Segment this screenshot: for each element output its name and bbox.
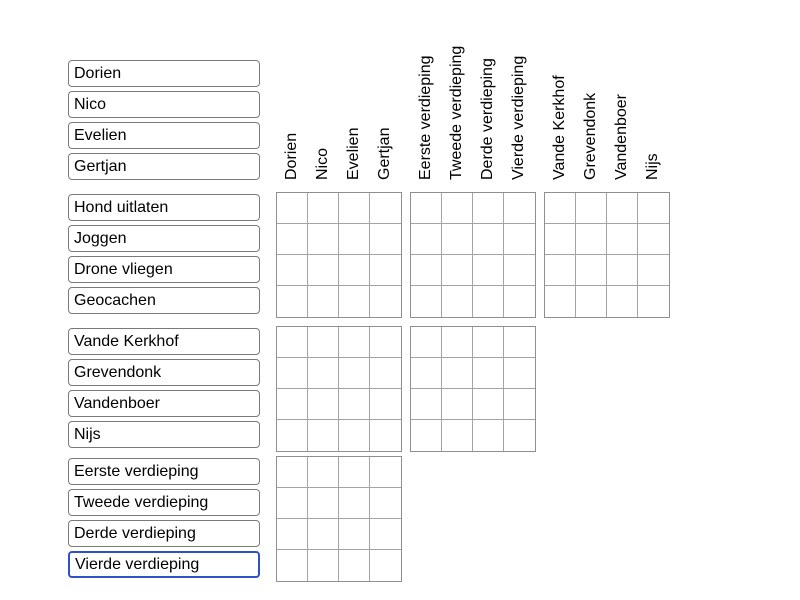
grid-cell[interactable] (370, 193, 401, 224)
grid-cell[interactable] (473, 193, 504, 224)
grid-block-floors-names (276, 456, 402, 582)
grid-cell[interactable] (277, 193, 308, 224)
grid-cell[interactable] (411, 193, 442, 224)
grid-cell[interactable] (473, 327, 504, 358)
grid-cell[interactable] (504, 255, 535, 286)
column-header-surnames-1: Vande Kerkhof (551, 75, 568, 180)
grid-cell[interactable] (339, 327, 370, 358)
column-header-floors-2: Tweede verdieping (448, 45, 465, 180)
grid-cell[interactable] (442, 389, 473, 420)
grid-cell[interactable] (277, 358, 308, 389)
row-label-input-activities-3[interactable] (68, 256, 260, 283)
grid-cell[interactable] (308, 327, 339, 358)
grid-cell[interactable] (504, 389, 535, 420)
grid-cell[interactable] (638, 286, 669, 317)
grid-cell[interactable] (370, 389, 401, 420)
grid-cell[interactable] (370, 420, 401, 451)
grid-cell[interactable] (576, 255, 607, 286)
grid-cell[interactable] (370, 327, 401, 358)
row-label-input-activities-2[interactable] (68, 225, 260, 252)
grid-block-activities-floors (410, 192, 536, 318)
grid-cell[interactable] (504, 327, 535, 358)
grid-cell[interactable] (339, 193, 370, 224)
grid-cell[interactable] (308, 420, 339, 451)
column-header-surnames-4: Nijs (644, 153, 661, 180)
grid-cell[interactable] (442, 286, 473, 317)
column-header-names-4: Gertjan (376, 127, 393, 180)
grid-cell[interactable] (339, 420, 370, 451)
grid-cell[interactable] (277, 519, 308, 550)
row-label-input-floors-1[interactable] (68, 458, 260, 485)
grid-cell[interactable] (504, 358, 535, 389)
grid-cell[interactable] (339, 550, 370, 581)
grid-cell[interactable] (308, 389, 339, 420)
grid-cell[interactable] (638, 255, 669, 286)
grid-cell[interactable] (370, 286, 401, 317)
grid-cell[interactable] (607, 224, 638, 255)
grid-cell[interactable] (473, 420, 504, 451)
grid-cell[interactable] (339, 389, 370, 420)
row-label-input-surnames-3[interactable] (68, 390, 260, 417)
row-label-input-floors-4-focused[interactable] (68, 551, 260, 578)
grid-cell[interactable] (370, 255, 401, 286)
grid-cell[interactable] (442, 420, 473, 451)
grid-cell[interactable] (504, 224, 535, 255)
row-label-input-activities-4[interactable] (68, 287, 260, 314)
grid-cell[interactable] (277, 224, 308, 255)
row-label-input-names-1[interactable] (68, 60, 260, 87)
column-header-floors-1: Eerste verdieping (417, 55, 434, 180)
grid-cell[interactable] (411, 255, 442, 286)
grid-cell[interactable] (277, 488, 308, 519)
grid-cell[interactable] (277, 550, 308, 581)
row-label-input-surnames-1[interactable] (68, 328, 260, 355)
grid-cell[interactable] (607, 193, 638, 224)
column-header-floors-4: Vierde verdieping (510, 55, 527, 180)
column-header-surnames-3: Vandenboer (613, 94, 630, 180)
grid-cell[interactable] (411, 389, 442, 420)
column-header-names-3: Evelien (345, 127, 362, 180)
grid-cell[interactable] (473, 358, 504, 389)
grid-cell[interactable] (308, 457, 339, 488)
grid-cell[interactable] (370, 488, 401, 519)
grid-cell[interactable] (308, 286, 339, 317)
grid-cell[interactable] (277, 457, 308, 488)
grid-cell[interactable] (308, 488, 339, 519)
grid-cell[interactable] (545, 286, 576, 317)
grid-cell[interactable] (576, 286, 607, 317)
grid-cell[interactable] (576, 224, 607, 255)
grid-cell[interactable] (277, 420, 308, 451)
row-label-input-activities-1[interactable] (68, 194, 260, 221)
row-label-input-surnames-2[interactable] (68, 359, 260, 386)
grid-cell[interactable] (339, 488, 370, 519)
grid-cell[interactable] (638, 193, 669, 224)
grid-cell[interactable] (277, 327, 308, 358)
grid-cell[interactable] (370, 224, 401, 255)
grid-cell[interactable] (545, 224, 576, 255)
grid-cell[interactable] (545, 193, 576, 224)
row-label-input-names-2[interactable] (68, 91, 260, 118)
grid-cell[interactable] (442, 224, 473, 255)
grid-block-activities-names (276, 192, 402, 318)
grid-block-activities-surnames (544, 192, 670, 318)
grid-cell[interactable] (473, 389, 504, 420)
grid-cell[interactable] (277, 255, 308, 286)
grid-cell[interactable] (370, 457, 401, 488)
grid-cell[interactable] (576, 193, 607, 224)
grid-cell[interactable] (545, 255, 576, 286)
grid-cell[interactable] (473, 255, 504, 286)
row-label-input-floors-3[interactable] (68, 520, 260, 547)
grid-cell[interactable] (442, 193, 473, 224)
grid-cell[interactable] (339, 255, 370, 286)
grid-cell[interactable] (442, 255, 473, 286)
grid-cell[interactable] (411, 420, 442, 451)
grid-cell[interactable] (308, 550, 339, 581)
grid-cell[interactable] (339, 224, 370, 255)
grid-cell[interactable] (638, 224, 669, 255)
column-header-surnames-2: Grevendonk (582, 92, 599, 180)
grid-cell[interactable] (339, 358, 370, 389)
grid-cell[interactable] (370, 358, 401, 389)
grid-cell[interactable] (277, 389, 308, 420)
grid-cell[interactable] (339, 286, 370, 317)
grid-cell[interactable] (411, 286, 442, 317)
column-header-names-1: Dorien (283, 132, 300, 180)
grid-block-surnames-floors (410, 326, 536, 452)
grid-cell[interactable] (339, 457, 370, 488)
grid-cell[interactable] (411, 327, 442, 358)
grid-cell[interactable] (504, 420, 535, 451)
grid-cell[interactable] (442, 358, 473, 389)
row-label-input-surnames-4[interactable] (68, 421, 260, 448)
grid-cell[interactable] (607, 255, 638, 286)
grid-block-surnames-names (276, 326, 402, 452)
row-label-input-floors-2[interactable] (68, 489, 260, 516)
column-header-names-2: Nico (314, 147, 331, 180)
grid-cell[interactable] (504, 193, 535, 224)
grid-cell[interactable] (308, 193, 339, 224)
grid-cell[interactable] (308, 519, 339, 550)
grid-cell[interactable] (277, 286, 308, 317)
grid-cell[interactable] (308, 255, 339, 286)
grid-cell[interactable] (411, 358, 442, 389)
grid-cell[interactable] (308, 358, 339, 389)
grid-cell[interactable] (411, 224, 442, 255)
grid-cell[interactable] (308, 224, 339, 255)
grid-cell[interactable] (473, 224, 504, 255)
grid-cell[interactable] (370, 519, 401, 550)
column-header-floors-3: Derde verdieping (479, 58, 496, 180)
grid-cell[interactable] (442, 327, 473, 358)
row-label-input-names-3[interactable] (68, 122, 260, 149)
grid-cell[interactable] (504, 286, 535, 317)
grid-cell[interactable] (339, 519, 370, 550)
row-label-input-names-4[interactable] (68, 153, 260, 180)
grid-cell[interactable] (607, 286, 638, 317)
grid-cell[interactable] (473, 286, 504, 317)
grid-cell[interactable] (370, 550, 401, 581)
